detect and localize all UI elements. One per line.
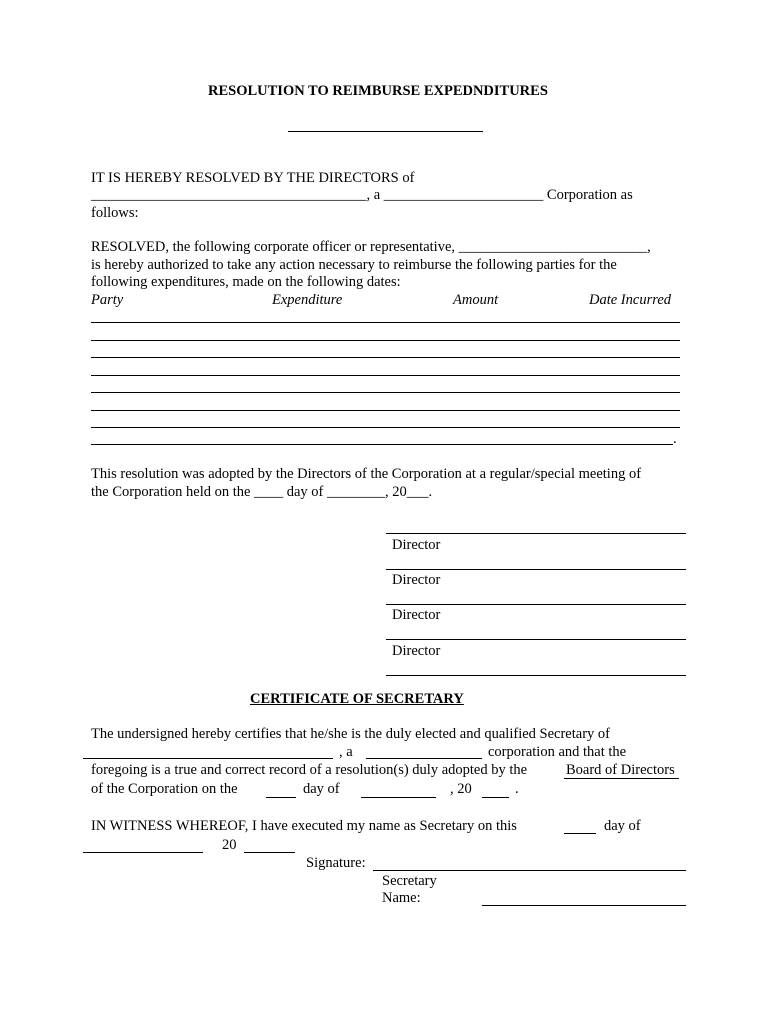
certificate-line1: The undersigned hereby certifies that he/she is the duly elected and qualified Secretary of [91, 726, 610, 742]
expenditure-line [91, 375, 680, 376]
blank-month [361, 797, 436, 798]
certificate-day-of: day of [303, 781, 340, 797]
director-label: Director [392, 643, 441, 659]
expenditure-line [91, 357, 680, 358]
resolved-line1: RESOLVED, the following corporate officer or representative, __________________________, [91, 239, 651, 255]
expenditure-line [91, 444, 673, 445]
expenditure-line [91, 392, 680, 393]
director-signature-line [386, 675, 686, 676]
board-of-directors: Board of Directors [566, 762, 675, 778]
witness-line1: IN WITNESS WHEREOF, I have executed my name as Secretary on this [91, 818, 517, 834]
expenditure-end-period: . [673, 431, 677, 447]
blank-year [482, 797, 509, 798]
certificate-line4: of the Corporation on the [91, 781, 238, 797]
director-signature-line [386, 569, 686, 570]
name-label: Name: [382, 890, 421, 906]
signature-label: Signature: [306, 855, 366, 871]
expenditure-line [91, 410, 680, 411]
resolved-by-line3: follows: [91, 205, 139, 221]
signature-line [373, 870, 686, 871]
expenditure-line [91, 427, 680, 428]
blank-witness-year [244, 852, 295, 853]
header-date-incurred: Date Incurred [589, 292, 672, 308]
director-label: Director [392, 607, 441, 623]
certificate-year-prefix: , 20 [450, 781, 472, 797]
secretary-name-line [482, 905, 686, 906]
certificate-heading: CERTIFICATE OF SECRETARY [250, 691, 464, 707]
resolved-by-line1: IT IS HEREBY RESOLVED BY THE DIRECTORS of [91, 170, 415, 186]
expenditure-line [91, 340, 680, 341]
document-title: RESOLUTION TO REIMBURSE EXPEDNDITURES [208, 83, 548, 99]
title-underline [288, 131, 483, 132]
resolved-line2: is hereby authorized to take any action necessary to reimburse the following parties for the [91, 257, 617, 273]
header-amount: Amount [453, 292, 499, 308]
resolved-by-line2: ______________________________________, a ______________________ Corporation as [91, 187, 633, 203]
blank-witness-day [564, 833, 596, 834]
blank-corporation-name [83, 758, 333, 759]
certificate-line3: foregoing is a true and correct record of a resolution(s) duly adopted by the [91, 762, 528, 778]
blank-state [366, 758, 482, 759]
header-expenditure: Expenditure [272, 292, 343, 308]
blank-witness-month [83, 852, 203, 853]
certificate-period: . [515, 781, 519, 797]
expenditure-line [91, 322, 680, 323]
header-party: Party [91, 292, 124, 308]
witness-twenty: 20 [222, 837, 237, 853]
director-label: Director [392, 572, 441, 588]
board-underline [564, 778, 679, 779]
certificate-corp-text: corporation and that the [488, 744, 627, 760]
adopted-line1: This resolution was adopted by the Directors of the Corporation at a regular/special meeting of [91, 466, 642, 482]
resolved-line3: following expenditures, made on the following dates: [91, 274, 401, 290]
witness-day-of: day of [604, 818, 641, 834]
director-label: Director [392, 537, 441, 553]
secretary-label: Secretary [382, 873, 437, 889]
adopted-line2: the Corporation held on the ____ day of ________, 20___. [91, 484, 433, 500]
director-signature-line [386, 639, 686, 640]
director-signature-line [386, 604, 686, 605]
director-signature-line [386, 533, 686, 534]
certificate-a-text: , a [339, 744, 353, 760]
blank-day [266, 797, 296, 798]
